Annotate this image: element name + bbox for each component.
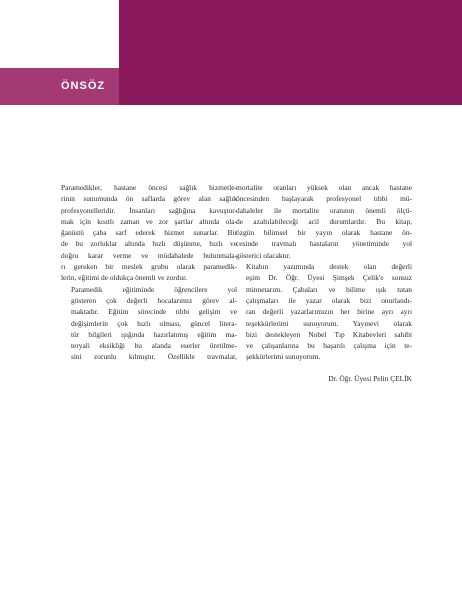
text-line: teryali eksikliği bu alanda eserler üretilme- [71, 341, 237, 351]
text-line: lerin, eğitimi de oldukça önemli ve zordur. [61, 273, 188, 283]
text-line: cesinde travmalı hastaların yönetiminde yol [236, 239, 412, 249]
text-line: Paramedik eğitiminde öğrencilere yol [71, 284, 237, 294]
text-line: özgün bilimsel bir yayın olarak hastane ön- [236, 228, 412, 238]
text-line: şekkürlerimi sunuyorum. [246, 352, 321, 362]
paragraph-intro [61, 182, 237, 284]
paragraph-education [61, 284, 237, 363]
text-line: gösteren çok değerli hocalarımız görev al- [71, 295, 237, 305]
text-line: minnetarım. Çabaları ve bilime ışık tutan [246, 284, 412, 294]
text-line: sini zorunlu kılmıştır. Özellikle travmalar, [71, 352, 237, 362]
text-line: maktadır. Eğitim sürecinde tıbbi gelişim ve [71, 307, 237, 317]
text-line: ran değerli yazarlarımızın her birine ayrı ayrı [246, 307, 412, 317]
paragraph-acknowledgements [236, 261, 412, 363]
text-line: bizi destekleyen Nobel Tıp Kitabevleri sahibi [246, 329, 412, 339]
right-text-column [236, 182, 412, 363]
left-text-column [61, 182, 237, 363]
text-line: mak için kısıtlı zaman ve zor şartlar altında ola- [61, 216, 237, 226]
text-line: çalışmaları ile yazar olarak bizi onurlandı- [246, 295, 412, 305]
text-line: teşekkürlerimi sunuyorum. Yayınevi olarak [246, 318, 412, 328]
text-line: ğanüstü çaba sarf ederek hizmet sunarlar. Bir [61, 228, 237, 238]
paragraph-trauma [236, 182, 412, 261]
text-line: Kitabın yazımında destek olan değerli [246, 262, 412, 272]
page-title: ÖNSÖZ [61, 80, 106, 92]
text-line: tür bilgileri ışığında hazırlanmış eğitim ma- [71, 329, 237, 339]
author-signature: Dr. Öğr. Üyesi Pelin ÇELİK [328, 374, 412, 383]
text-line: Paramedikler, hastane öncesi sağlık hizmetle- [61, 183, 237, 192]
text-line: rinin sunumunda ön saflarda görev alan sağlık [61, 194, 237, 204]
text-line: eşim Dr. Öğr. Üyesi Şimşek Çelik'e sonsuz [246, 273, 412, 283]
text-line: öncesinden başlayarak profesyonel tıbbi mü- [236, 194, 412, 204]
text-line: profesyonelleridir. İnsanları sağlığına kavuştur- [61, 205, 237, 215]
text-line: mortalite oranları yüksek olan ancak hastane [236, 183, 412, 192]
text-line: de azaltılabileceği acil durumlardır. Bu kitap, [236, 216, 412, 226]
text-line: gösterici olacaktır. [236, 250, 291, 260]
text-line: ve çalışanlarına bu başarılı çalışma için te- [246, 341, 412, 351]
text-line: dahaleler ile mortalite oranının önemli ölçü- [236, 205, 412, 215]
text-line: doğru karar verme ve müdahalede bulunmala- [61, 250, 237, 260]
text-line: değişimlerin çok hızlı olması, güncel litera- [71, 318, 237, 328]
text-line: de bu zorluklar altında hızlı düşünme, hızlı ve [61, 239, 237, 249]
text-line: rı gereken bir meslek grubu olarak paramedik- [61, 262, 237, 272]
